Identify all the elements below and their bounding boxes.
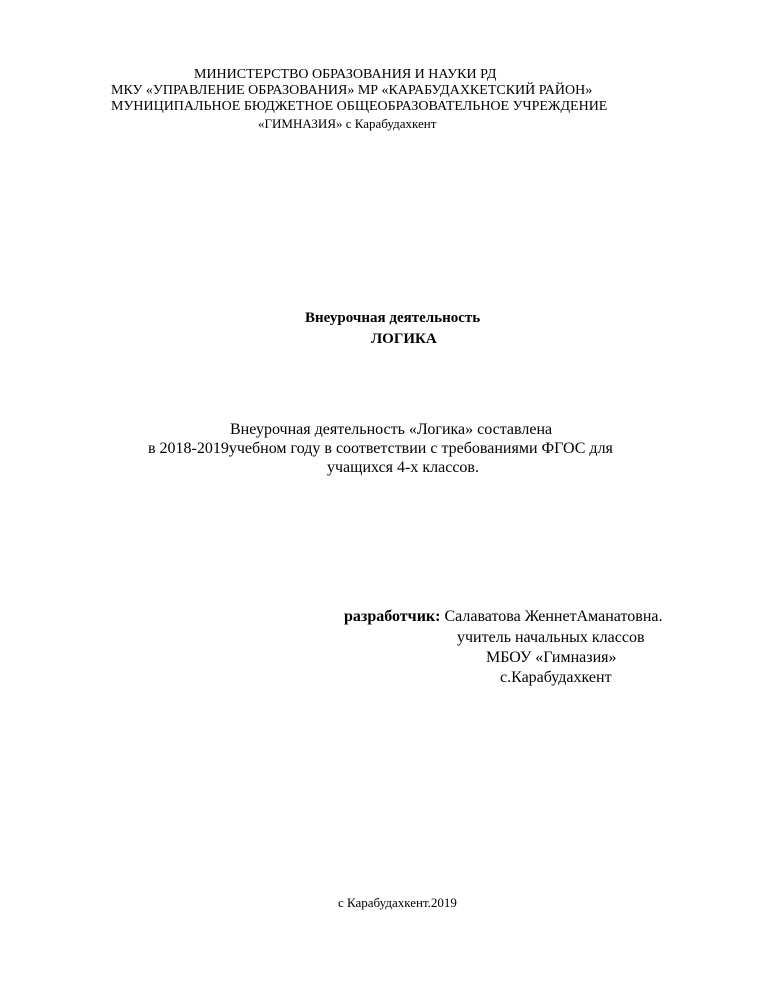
activity-title: Внеурочная деятельность [305, 310, 481, 326]
description-line-1: Внеурочная деятельность «Логика» составлена [230, 421, 553, 438]
developer-school: МБОУ «Гимназия» [486, 649, 617, 666]
subject-title: ЛОГИКА [371, 331, 437, 347]
developer-village: с.Карабудахкент [500, 669, 612, 686]
developer-line [344, 609, 662, 625]
ministry-heading: МИНИСТЕРСТВО ОБРАЗОВАНИЯ И НАУКИ РД [194, 67, 497, 82]
description-line-3: учащихся 4-х классов. [327, 459, 479, 476]
school-heading: «ГИМНАЗИЯ» с Карабудахкент [258, 116, 437, 131]
description-line-2: в 2018-2019учебном году в соответствии с требованиями ФГОС для [148, 440, 613, 457]
developer-label: разработчик: [344, 608, 441, 625]
institution-heading: МУНИЦИПАЛЬНОЕ БЮДЖЕТНОЕ ОБЩЕОБРАЗОВАТЕЛЬНОЕ УЧРЕЖДЕНИЕ [111, 99, 608, 114]
developer-position: учитель начальных классов [457, 629, 645, 646]
department-heading: МКУ «УПРАВЛЕНИЕ ОБРАЗОВАНИЯ» МР «КАРАБУДАХКЕТСКИЙ РАЙОН» [111, 83, 593, 98]
footer-place-year: с Карабудахкент.2019 [338, 895, 457, 910]
developer-name: Салаватова ЖеннетАманатовна. [444, 608, 663, 625]
